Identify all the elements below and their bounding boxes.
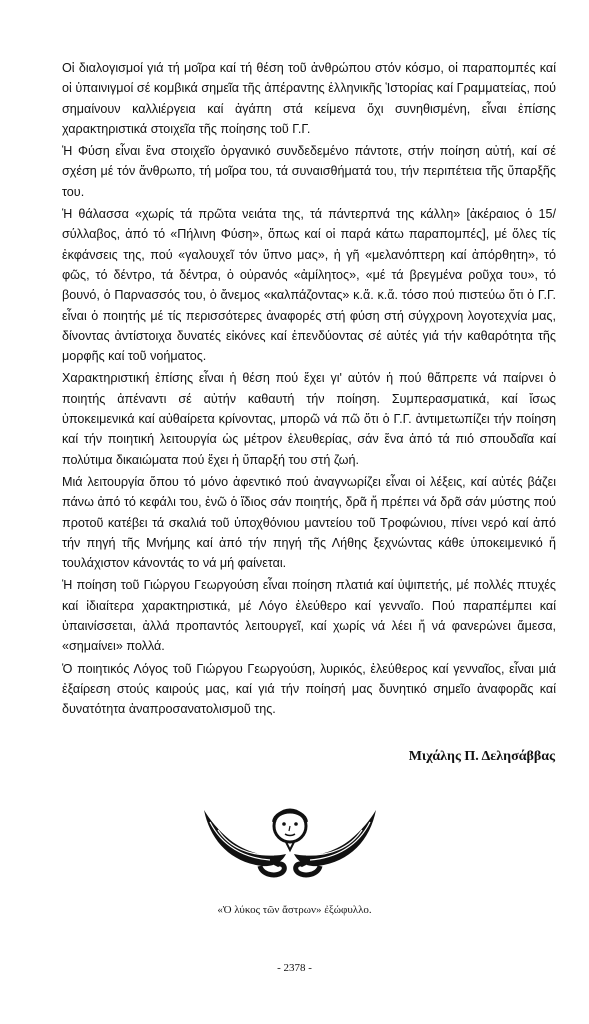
paragraph: Οἱ διαλογισμοί γιά τή μοῖρα καί τή θέση τοῦ ἀνθρώπου στόν κόσμο, οἱ παραπομπές καί οἱ ὑπαινιγμοί σέ κομβικά σημεῖα τῆς ἀπέραντης ἑλληνικῆς Ἱστορίας καί Γραμματείας, πού σημαίνουν καλλιέργεια καί ἀγάπη στά κείμενα ὄχι συνηθισμένη, εἶναι ἐπίσης χαρακτηριστικά στοιχεῖα τῆς ποίησης τοῦ Γ.Γ. [62,61,556,136]
author-signature: Μιχάλης Π. Δελησάββας [408,749,555,764]
paragraph: Μιά λειτουργία ὅπου τό μόνο ἀφεντικό πού ἀναγνωρίζει εἶναι οἱ λέξεις, καί αὐτές βάζει πάνω ἀπό τό κεφάλι του, ἐνῶ ὁ ἴδιος σάν ποιητής, δρᾶ ἤ πρέπει νά δρᾶ σάν μύστης πού προτοῦ κατέβει τά σκαλιά τοῦ ὑποχθόνιου μαντείου τοῦ Τροφώνιου, πίνει νερό καί ἀπό τήν πηγή τῆς Μνήμης καί ἀπό τήν πηγή τῆς Λήθης ξεχνώντας κάθε ὑποκειμενικό ἤ τουλάχιστον κάνοντάς το νά μή φαίνεται. [62,474,556,571]
paragraph: Ἡ ποίηση τοῦ Γιώργου Γεωργούση εἶναι ποίηση πλατιά καί ὑψιπετής, μέ πολλές πτυχές καί ἰδιαίτερα χαρακτηριστικά, μέ Λόγο ἐλεύθερο καί γενναῖο. Πού παραπέμπει καί ὑπαινίσσεται, ἀλλά προπαντός λειτουργεῖ, καί χωρίς νά λέει ἤ νά φανερώνει ἄμεσα, «σημαίνει» πολλά. [62,578,556,654]
paragraph: Ἡ Φύση εἶναι ἕνα στοιχεῖο ὀργανικό συνδεδεμένο πάντοτε, στήν ποίηση αὐτή, καί σέ σχέση μέ τόν ἄνθρωπο, τή μοῖρα του, τά συναισθήματά του, τήν περιπέτεια τῆς ὕπαρξῆς του. [62,144,556,199]
paragraph: Χαρακτηριστική ἐπίσης εἶναι ἡ θέση πού ἔχει γι' αὐτόν ἡ πού θἄπρεπε νά παίρνει ὁ ποιητής ἀπέναντι σέ αὐτήν καθαυτή τήν ποίηση. Συμπερασματικά, καί ἴσως ὑποκειμενικά καί αὐθαίρετα κρίνοντας, μπορῶ νά πῶ ὅτι ὁ Γ.Γ. ἀντιμετωπίζει τήν ποίηση καί τήν ποιητική λειτουργία ὡς μέτρον ἐλευθερίας, σάν ἕνα ἀπό τά πιό σπουδαῖα καί πολύτιμα δικαιώματα πού ἔχει ἡ ὕπαρξή του στή ζωή. [62,371,556,467]
winged-face-ornament-icon [200,800,380,880]
article-body [62,58,556,722]
paragraph: Ἡ θάλασσα «χωρίς τά πρῶτα νειάτα της, τά πάντερπνά της κάλλη» [ἀκέραιος ὁ 15/σύλλαβος, ἀπό τό «Πήλινη Φύση», ὅπως καί οἱ παρά κάτω παραπομπές], μέ ὅλες τίς ἐκφάνσεις της, πού «γαλουχεῖ τόν ὕπνο μας», ἡ γῆ «μελανόπτερη καί ἀπόρθητη», τό φῶς, τό δέντρο, τά δέντρα, ὁ οὐρανός «ἀμίλητος», «μέ τά βρεγμένα ροῦχα του», τό βουνό, ὁ Παρνασσός του, ὁ ἄνεμος «καλπάζοντας» κ.ἄ. κ.ἄ. τόσο πού πιστεύω ὅτι ὁ Γ.Γ. εἶναι ὁ ποιητής μέ τίς περισσότερες ἀναφορές στή φύση στή σύγχρονη λογοτεχνία μας, δίνοντας ἀντίστοιχα δυνατές εἰκόνες καί ἐπενδύοντας σέ αὐτές γιά τήν καθαρότητα τῆς μορφῆς καί τοῦ νοήματος. [62,207,556,364]
page-number: - 2378 - [277,962,312,974]
paragraph: Ὁ ποιητικός Λόγος τοῦ Γιώργου Γεωργούση, λυρικός, ἐλεύθερος καί γενναῖος, εἶναι μιά ἐξαίρεση στούς καιρούς μας, καί γιά τήν ποίησή μας δυνητικό σημεῖο ἀναφορᾶς καί δυνατότητα ἀναπροσανατολισμοῦ της. [62,661,556,717]
figure-caption: «Ὁ λύκος τῶν ἄστρων» ἐξώφυλλο. [217,904,372,916]
